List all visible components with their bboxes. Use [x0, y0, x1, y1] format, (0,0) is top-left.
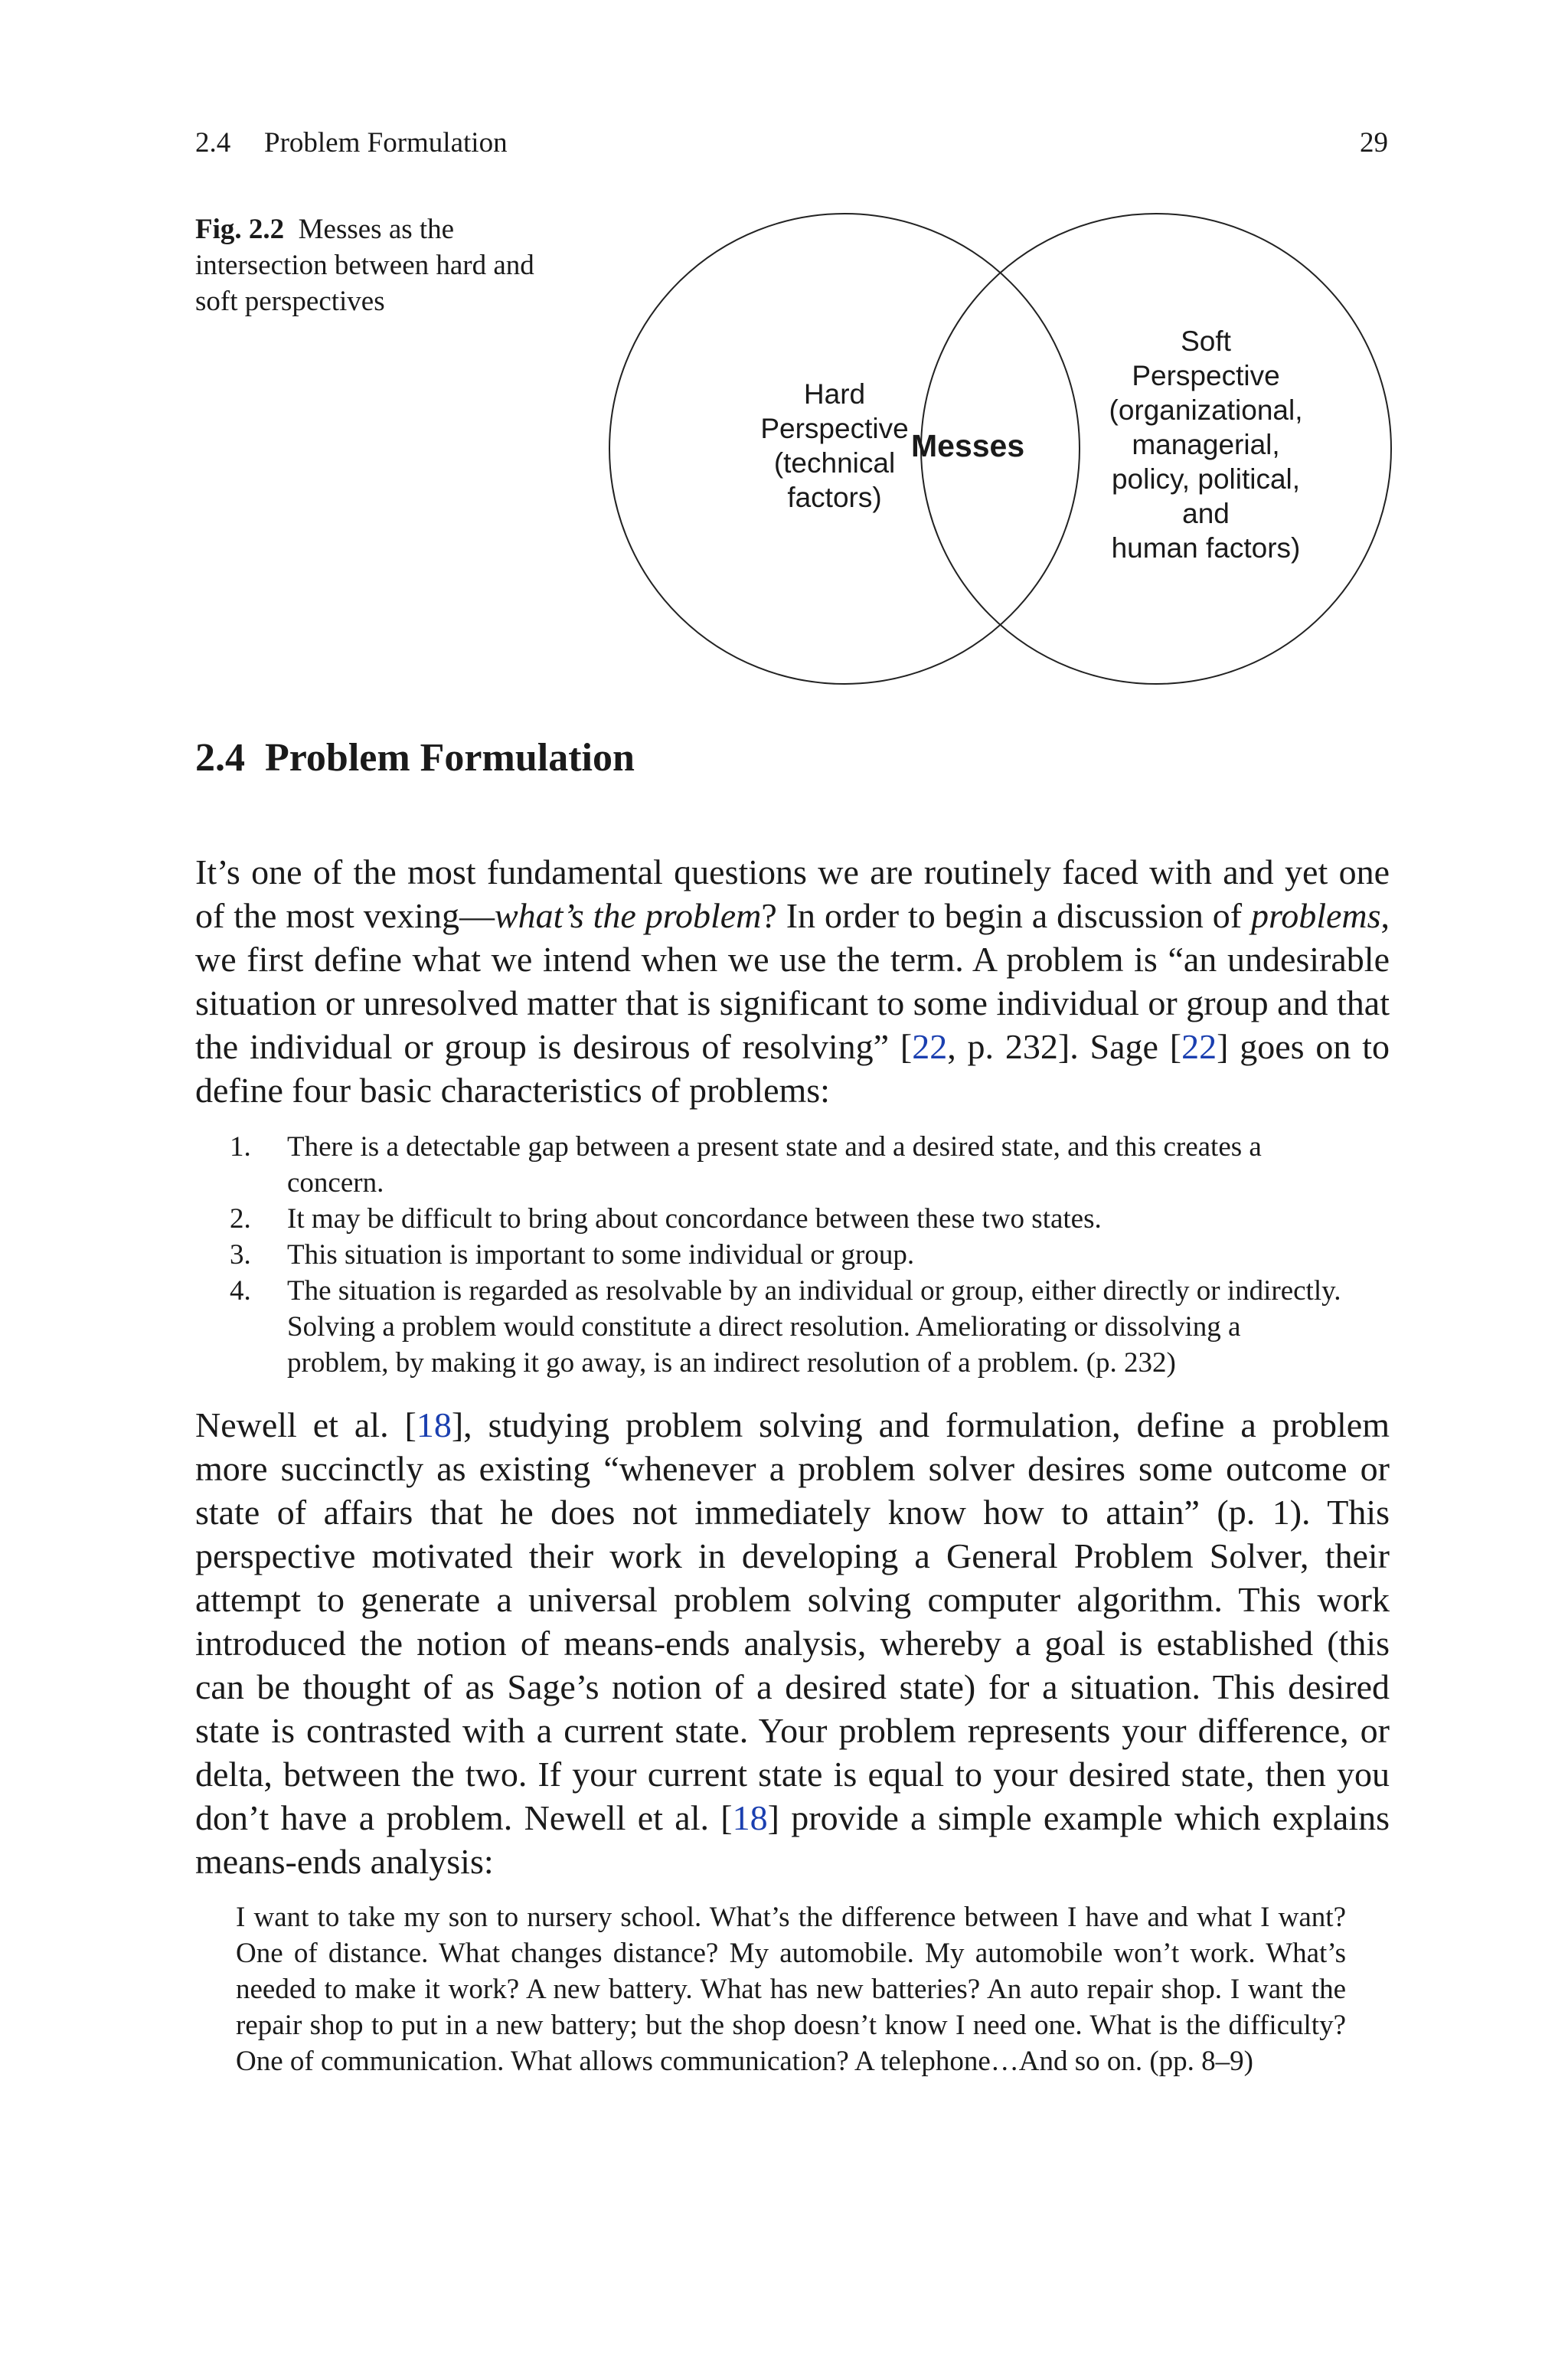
list-number: 2.	[230, 1203, 251, 1235]
figure-caption-text: Messes as the intersection between hard and soft perspectives	[195, 214, 534, 317]
para1-text: It’s one of the most fundamental questions we are routinely faced with and yet one of the most vexing—	[195, 852, 1390, 935]
citation-link[interactable]: 18	[732, 1798, 768, 1837]
soft-label-line: and	[1182, 498, 1230, 529]
soft-label-line: managerial,	[1132, 429, 1280, 460]
messes-label: Messes	[911, 428, 1025, 463]
page-number: 29	[1360, 127, 1388, 159]
para1-text: ] goes on to define four basic characteristics of problems:	[195, 1027, 1390, 1110]
para1-text: ? In order to begin a discussion of	[761, 896, 1251, 935]
list-text: It may be difficult to bring about concordance between these two states.	[287, 1203, 1102, 1235]
soft-label-line: human factors)	[1111, 532, 1301, 564]
running-head-section: 2.4	[195, 127, 231, 159]
citation-link[interactable]: 22	[1181, 1027, 1217, 1066]
paragraph-1	[195, 850, 1390, 1112]
section-title: Problem Formulation	[265, 736, 635, 780]
list-text: This situation is important to some individual or group.	[287, 1239, 915, 1271]
list-number: 1.	[230, 1131, 251, 1163]
characteristics-list	[230, 1129, 1348, 1381]
para2-text: Newell et al. [	[195, 1405, 416, 1444]
para1-text: , we first define what we intend when we use the term. A problem is “an undesirable situation or unresolved matter that is significant to some individual or group and that the individual or group is desirous of resolving” [	[195, 896, 1390, 1066]
section-number: 2.4	[195, 736, 245, 780]
soft-label-line: Perspective	[1132, 360, 1280, 391]
para1-emphasis: what’s the problem	[494, 896, 762, 935]
para2-text: ] provide a simple example which explains means-ends analysis:	[195, 1798, 1390, 1881]
citation-link[interactable]: 22	[912, 1027, 948, 1066]
list-number: 4.	[230, 1275, 251, 1307]
hard-label-line: Hard	[803, 378, 866, 410]
list-text: The situation is regarded as resolvable by an individual or group, either directly or indirectly. Solving a problem would constitute a direct resolution. Ameliorating or dissolving a problem, by making it go away, is an indirect resolution of a problem. (p. 232)	[287, 1275, 1341, 1379]
soft-perspective-label	[1080, 324, 1332, 565]
hard-label-line: Perspective	[760, 413, 909, 444]
list-number: 3.	[230, 1239, 251, 1271]
list-item	[230, 1273, 1348, 1381]
section-heading	[195, 735, 635, 780]
list-item	[230, 1201, 1348, 1237]
soft-label-line: policy, political,	[1111, 463, 1301, 495]
soft-label-line: (organizational,	[1109, 394, 1303, 426]
list-text: There is a detectable gap between a present state and a desired state, and this creates a concern.	[287, 1131, 1262, 1199]
venn-diagram	[605, 207, 1401, 697]
citation-link[interactable]: 18	[416, 1405, 452, 1444]
figure-caption	[195, 211, 578, 319]
para1-emphasis: problems	[1251, 896, 1381, 935]
hard-label-line: factors)	[787, 482, 882, 513]
list-item	[230, 1129, 1348, 1201]
para1-text: , p. 232]. Sage [	[947, 1027, 1182, 1066]
para2-text: ], studying problem solving and formulation, define a problem more succinctly as existing “whenever a problem solver desires some outcome or state of affairs that he does not immediately know how to attain” (p. 1). This perspective motivated their work in developing a General Problem Solver, their attempt to generate a universal problem solving computer algorithm. This work introduced the notion of means-ends analysis, whereby a goal is established (this can be thought of as Sage’s notion of a desired state) for a situation. This desired state is contrasted with a current state. Your problem represents your difference, or delta, between the two. If your current state is equal to your desired state, then you don’t have a problem. Newell et al. [	[195, 1405, 1390, 1837]
figure-label: Fig. 2.2	[195, 214, 285, 245]
paragraph-2	[195, 1403, 1390, 1883]
list-item	[230, 1237, 1348, 1273]
running-head-title: Problem Formulation	[264, 127, 508, 159]
block-quote: I want to take my son to nursery school. What’s the difference between I have and what I want? One of distance. What changes distance? My automobile. My automobile won’t work. What’s needed to make it work? A new battery. What has new batteries? An auto repair shop. I want the repair shop to put in a new battery; but the shop doesn’t know I need one. What is the difficulty? One of communication. What allows communication? A telephone…And so on. (pp. 8–9)	[236, 1902, 1346, 2077]
hard-label-line: (technical	[773, 447, 896, 479]
soft-label-line: Soft	[1181, 325, 1231, 357]
